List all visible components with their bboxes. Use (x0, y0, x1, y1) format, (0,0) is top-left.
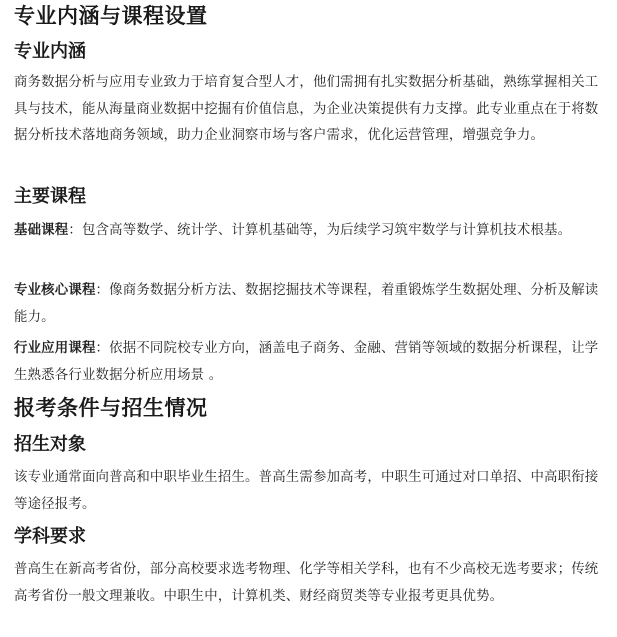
course-basic-label: 基础课程 (14, 223, 69, 238)
course-industry-paragraph (14, 336, 599, 389)
course-basic-paragraph (14, 218, 599, 245)
course-industry-text: ：依据不同院校专业方向，涵盖电子商务、金融、营销等领域的数据分析课程，让学生熟悉各行业数据分析应用场景 。 (14, 341, 599, 383)
course-core-text: ：像商务数据分析方法、数据挖掘技术等课程，着重锻炼学生数据处理、分析及解读能力。 (14, 283, 599, 325)
section-title-admission: 报考条件与招生情况 (14, 396, 208, 420)
section-title-intro: 专业内涵与课程设置 (14, 4, 208, 28)
subject-paragraph: 普高生在新高考省份，部分高校要求选考物理、化学等相关学科，也有不少高校无选考要求；传统高考省份一般文理兼收。中职生中，计算机类、财经商贸类等专业报考更具优势。 (14, 562, 599, 604)
intro-paragraph: 商务数据分析与应用专业致力于培育复合型人才，他们需拥有扎实数据分析基础，熟练掌握相关工具与技术，能从海量商业数据中挖掘有价值信息，为企业决策提供有力支撑。此专业重点在于将数据分析技术落地商务领域，助力企业洞察市场与客户需求，优化运营管理，增强竞争力。 (14, 75, 599, 143)
course-industry-label: 行业应用课程 (14, 341, 96, 356)
course-basic-text: ：包含高等数学、统计学、计算机基础等，为后续学习筑牢数学与计算机技术根基。 (68, 223, 572, 238)
subsection-title-target: 招生对象 (14, 434, 86, 455)
subsection-title-subject: 学科要求 (14, 526, 86, 547)
target-paragraph: 该专业通常面向普高和中职毕业生招生。普高生需参加高考，中职生可通过对口单招、中高职衔接等途径报考。 (14, 470, 599, 512)
course-core-paragraph (14, 278, 599, 331)
course-core-label: 专业核心课程 (14, 283, 96, 298)
subsection-title-courses: 主要课程 (14, 186, 86, 207)
subsection-title-intro: 专业内涵 (14, 41, 86, 62)
